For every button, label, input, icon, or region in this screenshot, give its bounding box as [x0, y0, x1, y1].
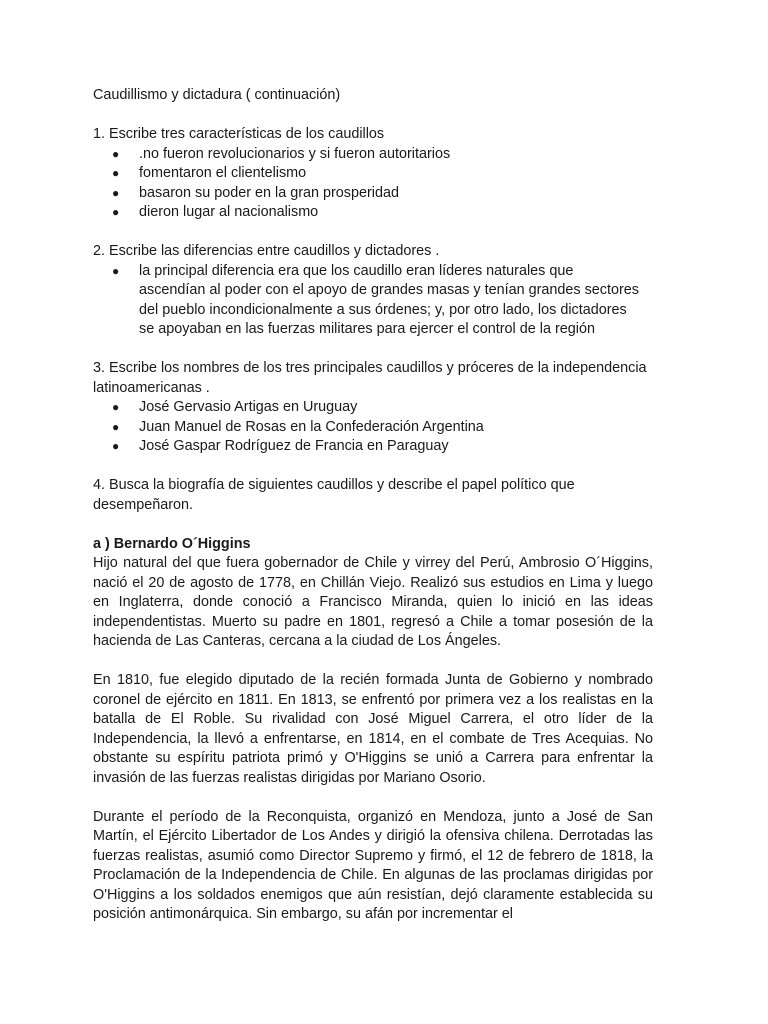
section-a-heading: a ) Bernardo O´Higgins [93, 535, 251, 552]
bullet-icon: ● [112, 205, 120, 219]
list-item: ● José Gervasio Artigas en Uruguay [93, 398, 653, 418]
question-2-list [93, 262, 653, 340]
list-item: ● dieron lugar al nacionalismo [93, 203, 653, 223]
section-a-paragraph: En 1810, fue elegido diputado de la recién formada Junta de Gobierno y nombrado coronel de ejército en 1811. En 1813, se enfrentó por primera vez a los realistas en la batalla de El Roble. Su rivalidad con José Miguel Carrera, el otro líder de la Independencia, la llevó a enfrentarse, en 1814, en el combate de Tres Acequias. No obstante su espíritu patriota primó y O'Higgins se unió a Carrera para enfrentar la invasión de las fuerzas realistas dirigidas por Mariano Osorio. [93, 672, 653, 786]
bullet-icon: ● [112, 185, 120, 200]
document-page [93, 86, 653, 925]
list-item: ● José Gaspar Rodríguez de Francia en Paraguay [93, 437, 653, 457]
question-4-prompt: 4. Busca la biografía de siguientes caudillos y describe el papel político que desempeñaron. [93, 477, 575, 513]
bullet-icon: ● [112, 263, 120, 278]
question-1-prompt: 1. Escribe tres características de los caudillos [93, 126, 385, 142]
list-item: ● .no fueron revolucionarios y si fueron autoritarios [93, 145, 653, 165]
section-a-paragraph: Durante el período de la Reconquista, organizó en Mendoza, junto a José de San Martín, el Ejército Libertador de Los Andes y dirigió la ofensiva chilena. Derrotadas las fuerzas realistas, asumió como Director Supremo y firmó, el 12 de febrero de 1818, la Proclamación de la Independencia de Chile. En algunas de las proclamas dirigidas por O'Higgins a los soldados enemigos que aún resistían, dejó claramente establecida su posición antimonárquica. Sin embargo, su afán por incrementar el [93, 808, 653, 922]
bullet-icon: ● [112, 146, 120, 161]
bullet-icon: ● [112, 166, 120, 180]
list-item: ● fomentaron el clientelismo [93, 164, 653, 184]
bullet-icon: ● [112, 419, 120, 434]
list-item: ● Juan Manuel de Rosas en la Confederación Argentina [93, 418, 653, 438]
document-title: Caudillismo y dictadura ( continuación) [93, 87, 341, 103]
question-3-prompt: 3. Escribe los nombres de los tres principales caudillos y próceres de la independencia latinoamericanas . [93, 360, 647, 396]
question-2-prompt: 2. Escribe las diferencias entre caudillos y dictadores . [93, 243, 440, 259]
question-3-list [93, 398, 653, 457]
question-1-list [93, 145, 653, 223]
bullet-icon: ● [112, 439, 120, 453]
section-a-paragraph: Hijo natural del que fuera gobernador de Chile y virrey del Perú, Ambrosio O´Higgins, nació el 20 de agosto de 1778, en Chillán Viejo. Realizó sus estudios en Lima y luego en Inglaterra, donde conoció a Francisco Miranda, quien lo inició en las ideas independentistas. Muerto su padre en 1801, regresó a Chile a tomar posesión de la hacienda de Las Canteras, cercana a la ciudad de Los Ángeles. [93, 555, 653, 649]
bullet-icon: ● [112, 400, 120, 414]
list-item: ● la principal diferencia era que los caudillo eran líderes naturales que ascendían al poder con el apoyo de grandes masas y tenían grandes sectores del pueblo incondicionalmente a sus órdenes; y, por otro lado, los dictadores se apoyaban en las fuerzas militares para ejercer el control de la región [112, 262, 639, 337]
list-item: ● basaron su poder en la gran prosperidad [93, 184, 653, 204]
